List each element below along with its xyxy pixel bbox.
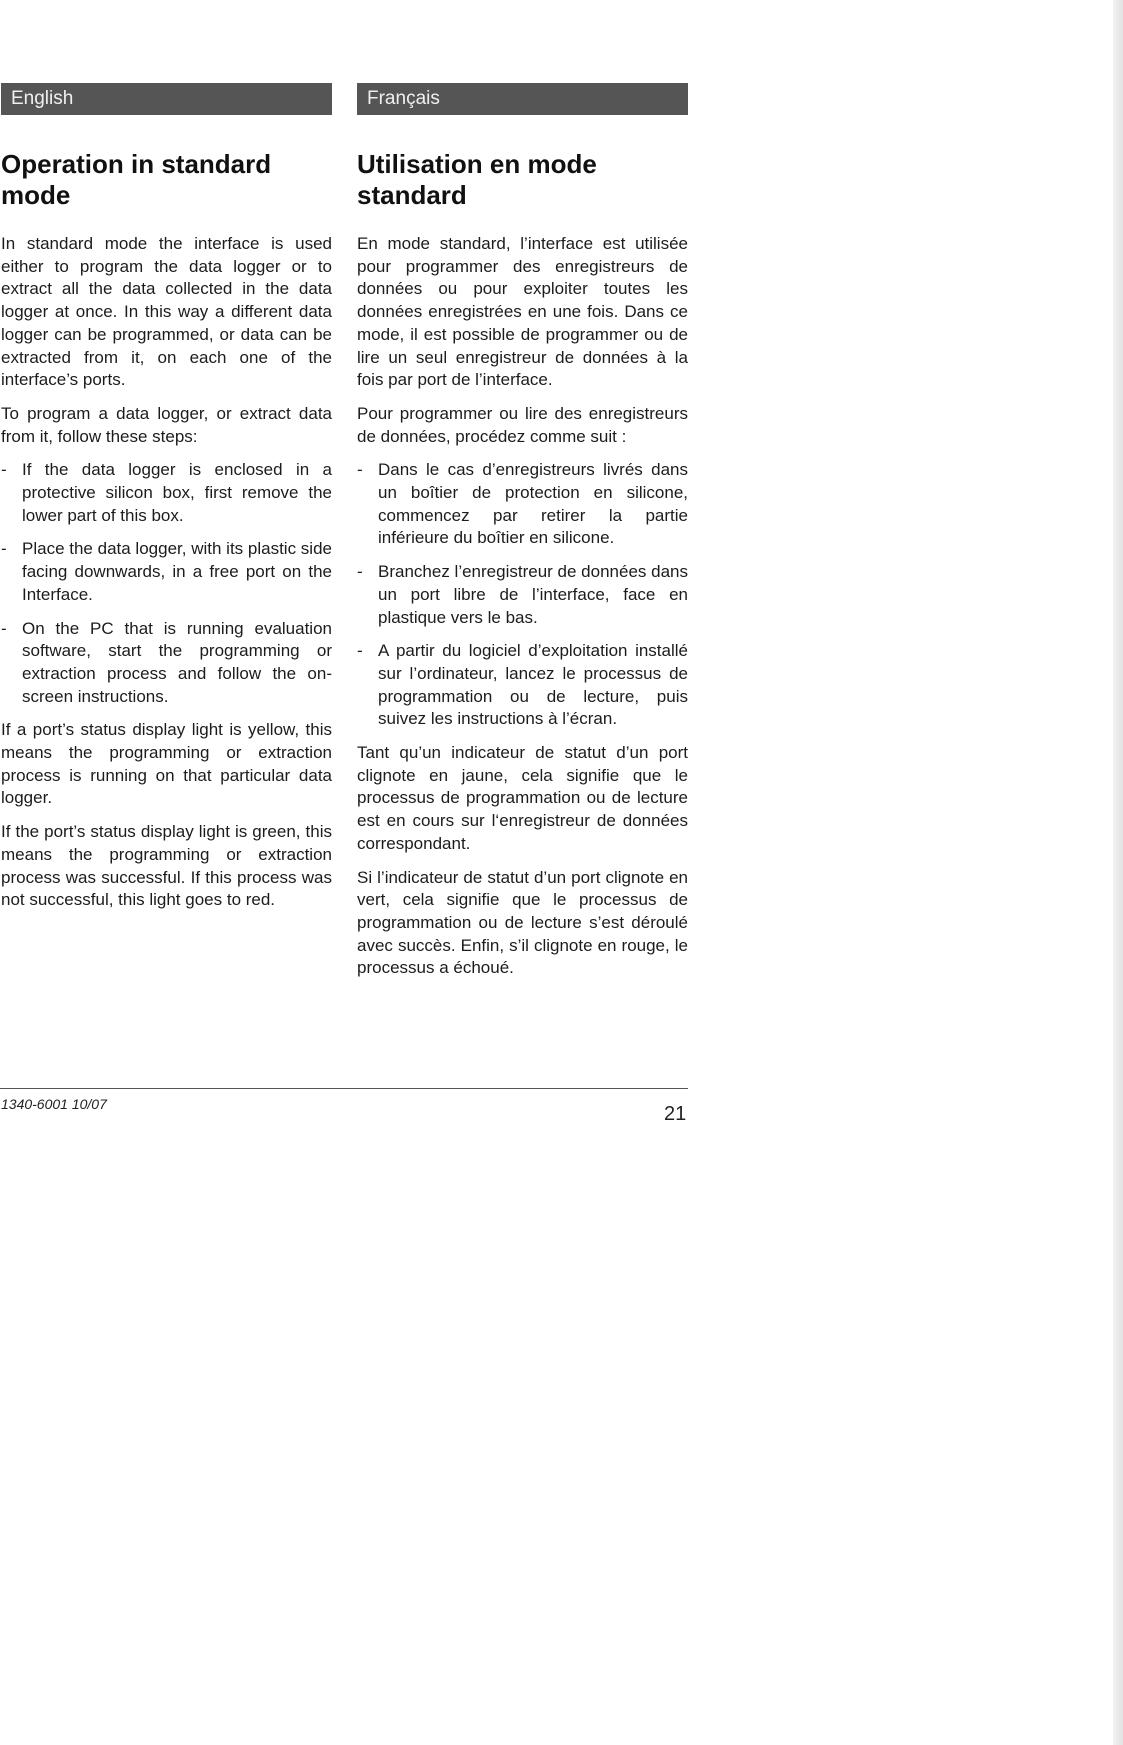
page-number: 21 (664, 1103, 687, 1125)
green-status-paragraph-english: If the port’s status display light is green, this means the programming or extraction process was successful. If this process was not successful, this light goes to red. (1, 822, 332, 910)
scan-page-edge (1113, 0, 1123, 1745)
footer-divider (0, 1088, 688, 1089)
step-item: - Branchez l’enregistreur de données dans un port libre de l’interface, face en plastique vers le bas. (357, 561, 688, 629)
yellow-status-paragraph-french: Tant qu’un indicateur de statut d’un port clignote en jaune, cela signifie que le processus de programmation ou de lecture est en cours sur l‘enregistreur de données correspondant. (357, 743, 688, 853)
english-column (1, 83, 332, 923)
french-column (357, 83, 688, 991)
intro-paragraph-french: En mode standard, l’interface est utilisée pour programmer des enregistreurs de données ou pour exploiter toutes les données enregistrées en une fois. Dans ce mode, il est possible de programmer ou de lire un seul enregistreur de données à la fois par port de l’interface. (357, 234, 688, 390)
document-code: 1340-6001 10/07 (1, 1096, 107, 1112)
steps-intro-french: Pour programmer ou lire des enregistreurs de données, procédez comme suit : (357, 403, 688, 446)
language-tab-french: Français (357, 83, 688, 115)
section-title-french: Utilisation en mode standard (357, 149, 597, 210)
section-title-english: Operation in standard mode (1, 149, 272, 210)
intro-paragraph-english: In standard mode the interface is used either to program the data logger or to extract all the data collected in the data logger at once. In this way a different data logger can be programmed, or data can be extracted from it, on each one of the interface’s ports. (1, 234, 332, 390)
step-item: - If the data logger is enclosed in a protective silicon box, first remove the lower part of this box. (1, 459, 332, 527)
language-tab-english: English (1, 83, 332, 115)
step-item: - A partir du logiciel d’exploitation installé sur l’ordinateur, lancez le processus de programmation ou de lecture, puis suivez les instructions à l’écran. (357, 640, 688, 731)
step-item: - On the PC that is running evaluation software, start the programming or extraction process and follow the on-screen instructions. (1, 618, 332, 709)
yellow-status-paragraph-english: If a port’s status display light is yellow, this means the programming or extraction process is running on that particular data logger. (1, 720, 332, 808)
steps-list-french (357, 459, 688, 731)
step-item: - Dans le cas d’enregistreurs livrés dans un boîtier de protection en silicone, commencez par retirer la partie inférieure du boîtier en silicone. (357, 459, 688, 550)
green-status-paragraph-french: Si l’indicateur de statut d’un port clignote en vert, cela signifie que le processus de programmation ou de lecture s’est déroulé avec succès. Enfin, s’il clignote en rouge, le processus a échoué. (357, 867, 688, 978)
step-item: - Place the data logger, with its plastic side facing downwards, in a free port on the Interface. (1, 538, 332, 606)
steps-list-english (1, 459, 332, 708)
steps-intro-english: To program a data logger, or extract data from it, follow these steps: (1, 403, 332, 446)
